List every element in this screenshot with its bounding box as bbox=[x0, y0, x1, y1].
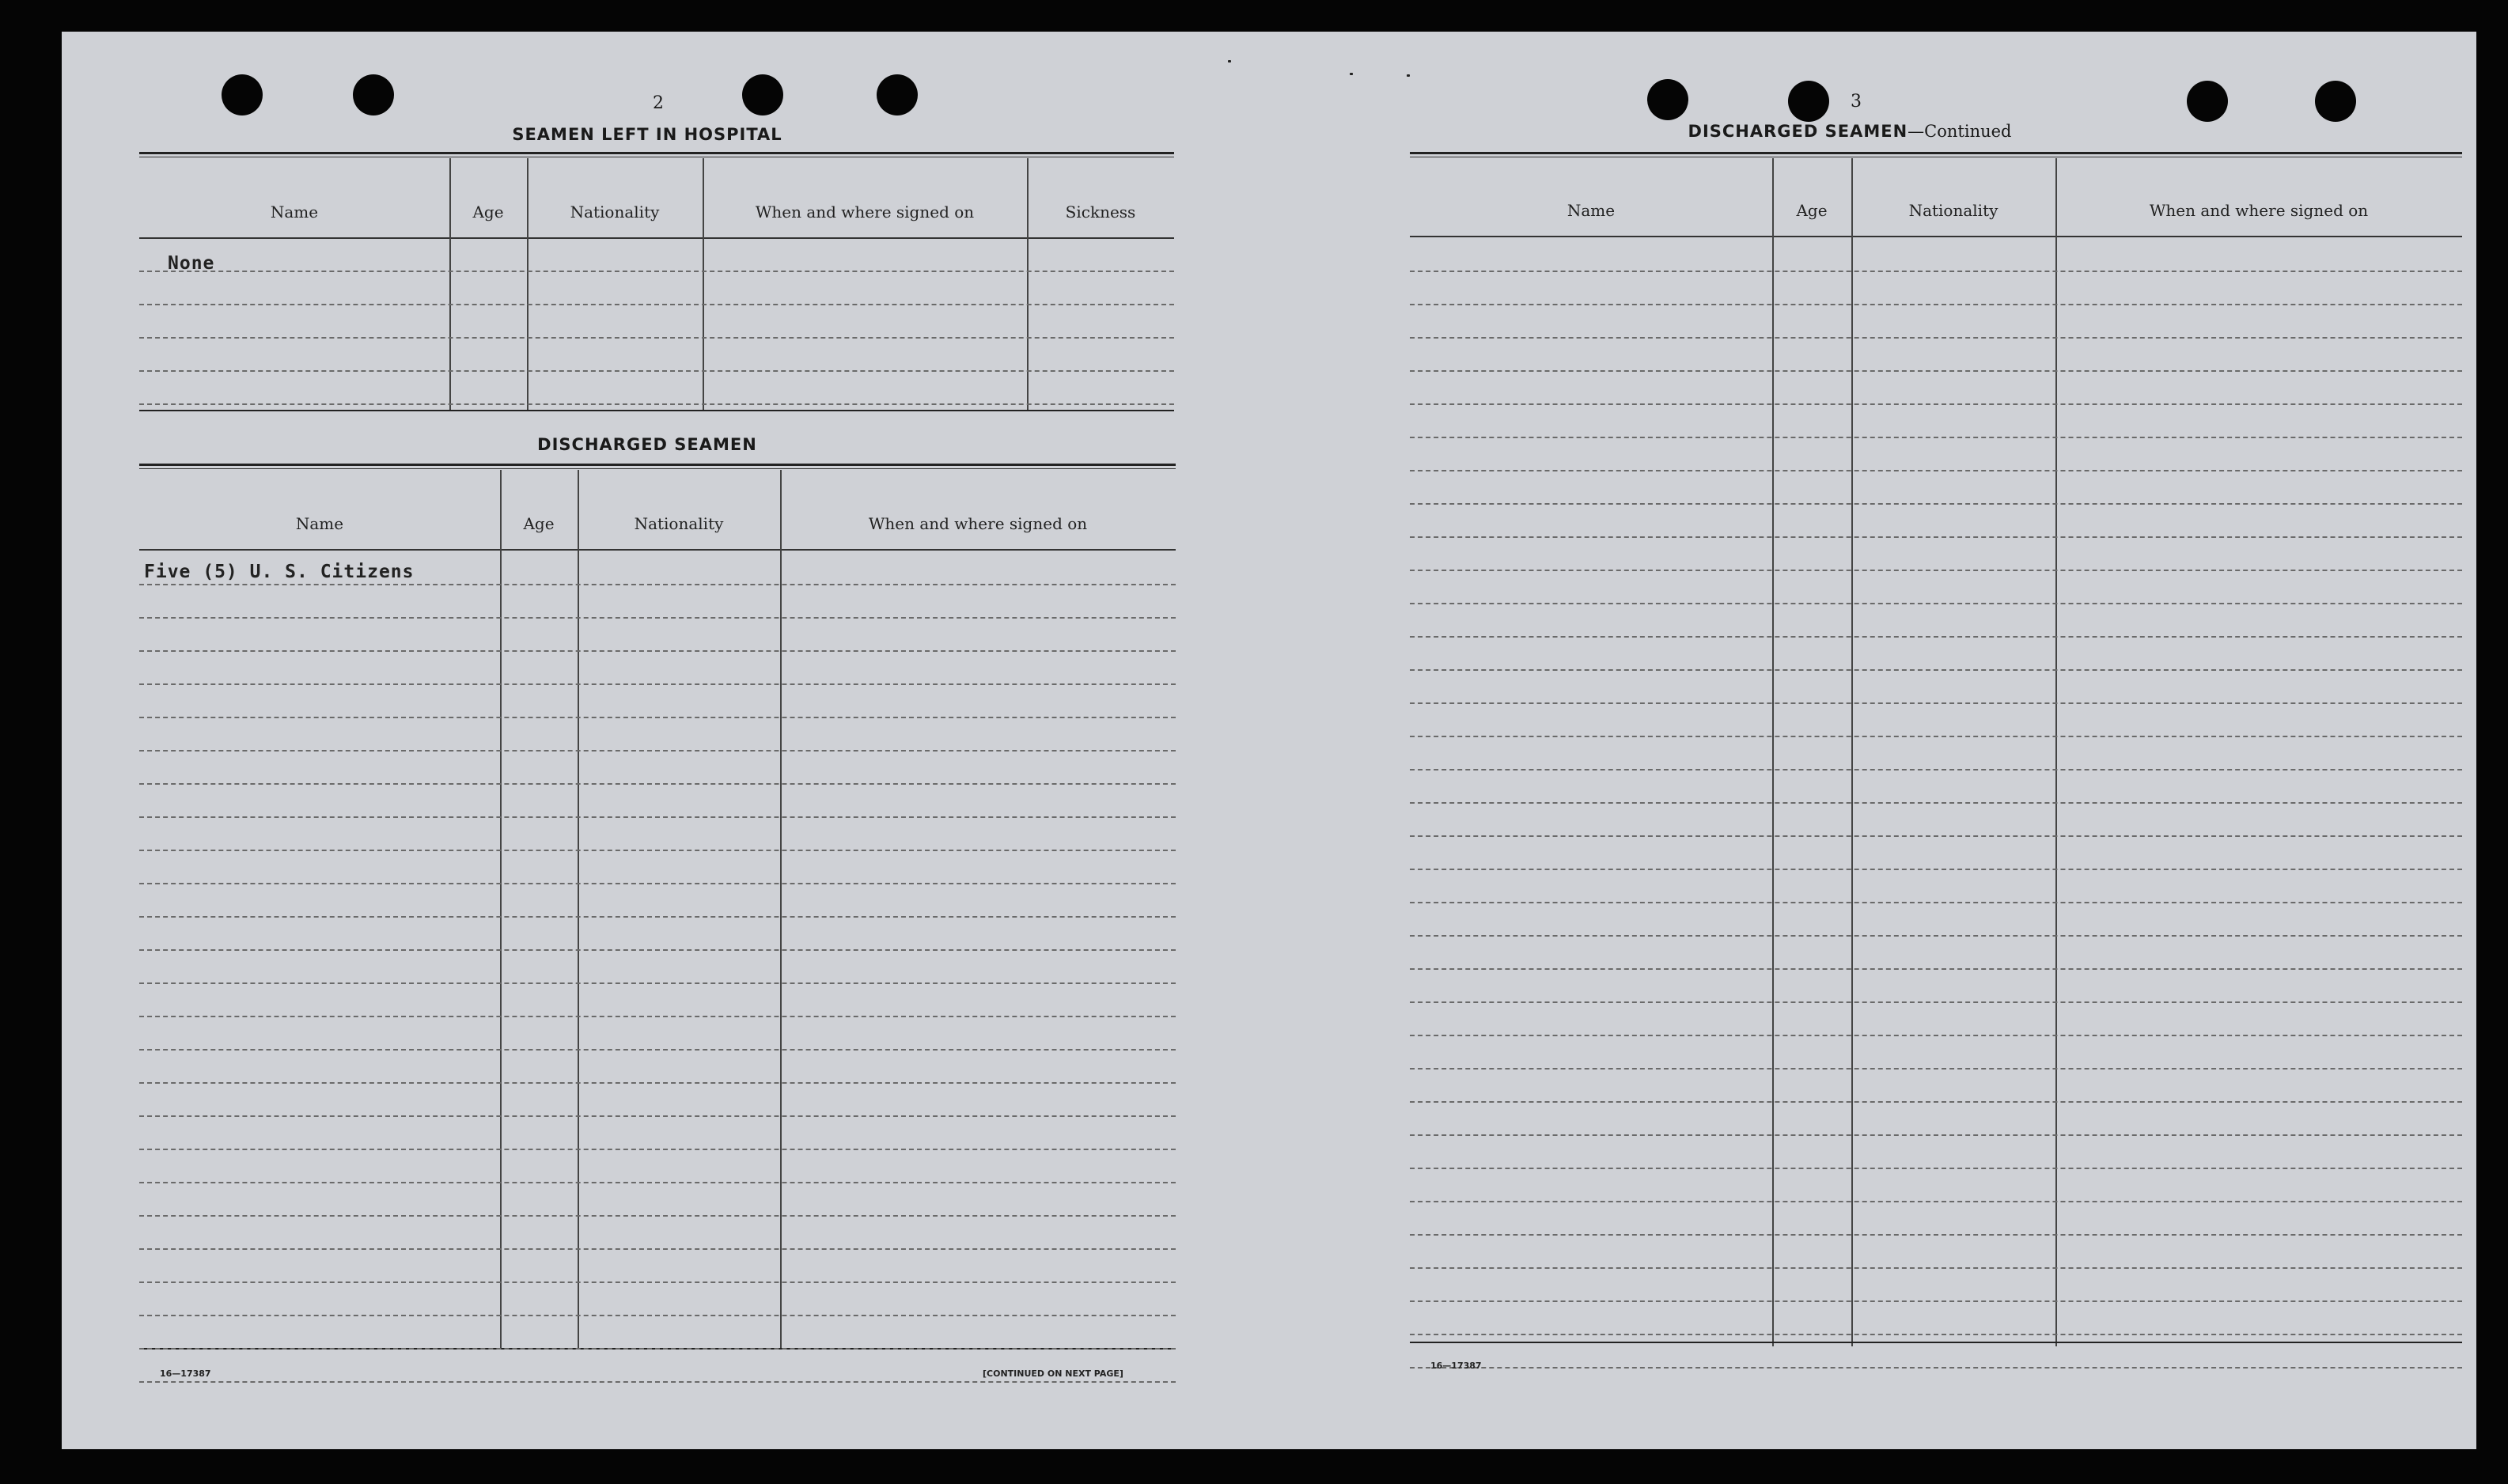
entry-line bbox=[139, 1281, 1176, 1283]
entry-line bbox=[1410, 902, 2462, 903]
entry-line bbox=[1410, 503, 2462, 505]
hospital-entry: None bbox=[168, 253, 215, 274]
column-header: When and where signed on bbox=[868, 514, 1088, 533]
entry-line bbox=[1410, 470, 2462, 471]
column-header: When and where signed on bbox=[2149, 201, 2369, 220]
column-header: Name bbox=[270, 203, 319, 221]
column-divider bbox=[527, 158, 528, 410]
page-number: 3 bbox=[1851, 92, 1862, 112]
entry-line bbox=[139, 584, 1176, 585]
table-top-rule bbox=[1410, 152, 2462, 154]
entry-line bbox=[1410, 869, 2462, 870]
punch-hole bbox=[222, 74, 263, 115]
entry-line bbox=[139, 883, 1176, 884]
entry-line bbox=[139, 337, 1174, 339]
title-suffix: —Continued bbox=[1908, 122, 2012, 141]
discharged-section-title: DISCHARGED SEAMEN bbox=[537, 435, 757, 454]
entry-line bbox=[1410, 702, 2462, 704]
title-main: DISCHARGED SEAMEN bbox=[1688, 122, 1908, 141]
paper-speck bbox=[1350, 73, 1353, 75]
ledger-sheet bbox=[62, 32, 2476, 1449]
entry-line bbox=[1410, 802, 2462, 804]
table-top-rule bbox=[139, 152, 1174, 154]
entry-line bbox=[1410, 1267, 2462, 1269]
entry-line bbox=[139, 750, 1176, 751]
entry-line bbox=[139, 982, 1176, 984]
entry-line bbox=[139, 1016, 1176, 1017]
hospital-table bbox=[139, 152, 1174, 452]
entry-line bbox=[1410, 304, 2462, 305]
entry-line bbox=[1410, 769, 2462, 770]
header-rule bbox=[139, 549, 1176, 551]
entry-line bbox=[1410, 437, 2462, 438]
column-header: Sickness bbox=[1065, 203, 1136, 221]
column-divider bbox=[1027, 158, 1029, 410]
entry-line bbox=[1410, 570, 2462, 571]
entry-line bbox=[1410, 1101, 2462, 1103]
column-header: Age bbox=[523, 514, 555, 533]
entry-line bbox=[1410, 669, 2462, 671]
entry-line bbox=[139, 1215, 1176, 1217]
entry-line bbox=[139, 850, 1176, 851]
table-bottom-rule bbox=[1410, 1342, 2462, 1343]
entry-line bbox=[139, 617, 1176, 619]
left-page bbox=[62, 32, 1296, 1449]
table-bottom-rule bbox=[139, 410, 1174, 411]
entry-line bbox=[1410, 1201, 2462, 1202]
entry-line bbox=[1410, 1068, 2462, 1069]
column-header: Age bbox=[1796, 201, 1828, 220]
entry-line bbox=[139, 717, 1176, 718]
entry-line bbox=[1410, 1134, 2462, 1136]
table-top-rule-thin bbox=[139, 468, 1176, 469]
discharged-continued-title bbox=[1652, 122, 2048, 141]
entry-line bbox=[139, 916, 1176, 918]
entry-line bbox=[1410, 271, 2462, 272]
continued-note: [CONTINUED ON NEXT PAGE] bbox=[983, 1369, 1123, 1379]
entry-line bbox=[139, 1115, 1176, 1117]
entry-line bbox=[1410, 835, 2462, 837]
entry-line bbox=[139, 304, 1174, 305]
punch-hole bbox=[1647, 79, 1688, 120]
form-number: 16—17387 bbox=[160, 1369, 211, 1379]
entry-line bbox=[1410, 736, 2462, 737]
punch-hole bbox=[353, 74, 394, 115]
column-header: When and where signed on bbox=[755, 203, 975, 221]
form-number: 16—17387 bbox=[1430, 1361, 1482, 1371]
column-divider bbox=[780, 470, 782, 1350]
entry-line bbox=[139, 271, 1174, 272]
entry-line bbox=[139, 683, 1176, 685]
entry-line bbox=[139, 1381, 1176, 1383]
entry-line bbox=[139, 1149, 1176, 1150]
entry-line bbox=[139, 816, 1176, 818]
entry-line bbox=[139, 783, 1176, 785]
entry-line bbox=[1410, 603, 2462, 604]
entry-line bbox=[1410, 1300, 2462, 1302]
punch-hole bbox=[1788, 81, 1829, 122]
column-header: Nationality bbox=[634, 514, 724, 533]
punch-hole bbox=[877, 74, 918, 115]
column-divider bbox=[500, 470, 502, 1350]
column-header: Name bbox=[1567, 201, 1616, 220]
punch-hole bbox=[2315, 81, 2356, 122]
entry-line bbox=[1410, 1168, 2462, 1169]
discharged-entry: Five (5) U. S. Citizens bbox=[144, 562, 415, 582]
paper-speck bbox=[1407, 74, 1410, 77]
column-header: Nationality bbox=[570, 203, 660, 221]
entry-line bbox=[1410, 403, 2462, 405]
discharged-continued-table bbox=[1410, 152, 2462, 1386]
entry-line bbox=[1410, 1001, 2462, 1003]
entry-line bbox=[1410, 935, 2462, 937]
entry-line bbox=[139, 650, 1176, 652]
column-divider bbox=[578, 470, 579, 1350]
hospital-section-title: SEAMEN LEFT IN HOSPITAL bbox=[512, 125, 782, 144]
punch-hole bbox=[742, 74, 783, 115]
column-header: Nationality bbox=[1908, 201, 1998, 220]
entry-line bbox=[1410, 968, 2462, 970]
discharged-table bbox=[139, 464, 1176, 1397]
entry-line bbox=[139, 403, 1174, 405]
column-header: Name bbox=[295, 514, 344, 533]
entry-line bbox=[139, 1315, 1176, 1316]
page-number: 2 bbox=[653, 93, 664, 113]
paper-speck bbox=[1228, 60, 1231, 62]
entry-line bbox=[1410, 536, 2462, 538]
column-divider bbox=[703, 158, 704, 410]
entry-line bbox=[139, 1182, 1176, 1183]
entry-line bbox=[1410, 370, 2462, 372]
punch-hole bbox=[2187, 81, 2228, 122]
entry-line bbox=[1410, 636, 2462, 638]
table-top-rule bbox=[139, 464, 1176, 466]
entry-line bbox=[1410, 1367, 2462, 1369]
header-rule bbox=[139, 237, 1174, 239]
entry-line bbox=[1410, 1234, 2462, 1236]
entry-line bbox=[139, 370, 1174, 372]
entry-line bbox=[1410, 1334, 2462, 1335]
column-divider bbox=[449, 158, 451, 410]
entry-line bbox=[1410, 337, 2462, 339]
entry-line bbox=[139, 1248, 1176, 1250]
entry-line bbox=[139, 949, 1176, 951]
header-rule bbox=[1410, 236, 2462, 237]
right-page bbox=[1296, 32, 2476, 1449]
entry-line bbox=[139, 1082, 1176, 1084]
entry-line bbox=[1410, 1035, 2462, 1036]
entry-line bbox=[139, 1348, 1176, 1350]
entry-line bbox=[139, 1049, 1176, 1051]
column-header: Age bbox=[472, 203, 504, 221]
